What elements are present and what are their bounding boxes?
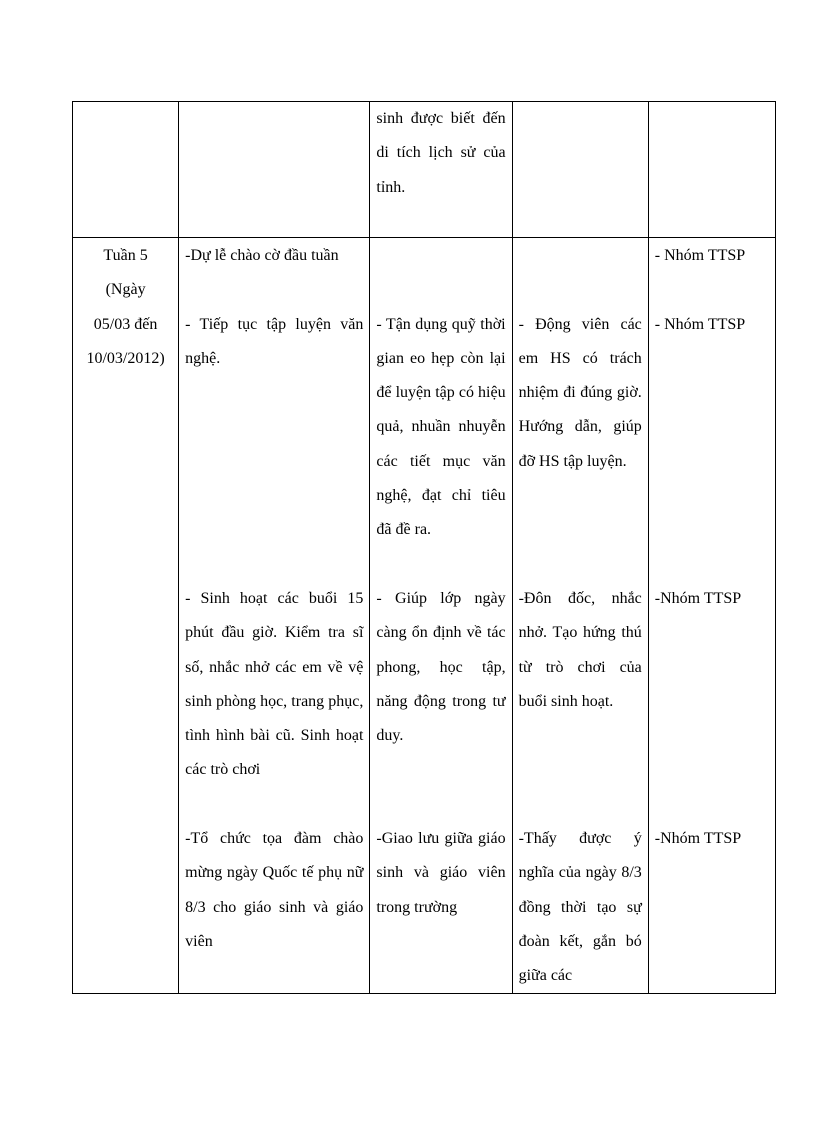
measure-item: -Thấy được ý nghĩa của ngày 8/3 đồng thời tạo sự đoàn kết, gắn bó giữa các: [518, 829, 642, 985]
table-row: [73, 238, 776, 994]
week-label: Tuần 5: [103, 247, 148, 264]
goal-item: -Giao lưu giữa giáo sinh và giáo viên trong trường: [376, 829, 506, 916]
activity-cell-empty: [179, 102, 370, 238]
activity-item: - Tiếp tục tập luyện văn nghệ.: [185, 315, 364, 367]
week-cell-empty: [73, 102, 179, 238]
activity-cell: [179, 238, 370, 994]
measure-cell-empty: [512, 102, 648, 238]
measure-cell: [512, 238, 648, 994]
activity-item: - Sinh hoạt các buổi 15 phút đầu giờ. Kiểm tra sĩ số, nhắc nhở các em về vệ sinh phòng học, trang phục, tình hình bài cũ. Sinh hoạt các trò chơi: [185, 589, 364, 779]
goal-cell: [370, 238, 512, 994]
responsible-cell: [648, 238, 775, 994]
responsible-item: - Nhóm TTSP: [654, 315, 746, 333]
plan-table: [72, 101, 776, 994]
goal-text: sinh được biết đến di tích lịch sử của tỉnh.: [376, 110, 506, 196]
week-date-open: (Ngày: [105, 281, 146, 299]
table-row: [73, 102, 776, 238]
activity-item: -Tổ chức tọa đàm chào mừng ngày Quốc tế phụ nữ 8/3 cho giáo sinh và giáo viên: [185, 829, 364, 950]
week-date-start: 05/03 đến: [93, 315, 158, 333]
goal-cell: [370, 102, 512, 238]
week-date-end: 10/03/2012): [86, 349, 165, 367]
goal-item: - Giúp lớp ngày càng ổn định về tác phong, học tập, năng động trong tư duy.: [376, 589, 506, 745]
week-cell: [73, 238, 179, 994]
responsible-item: -Nhóm TTSP: [654, 589, 742, 607]
responsible-item: -Nhóm TTSP: [654, 829, 742, 847]
responsible-item: - Nhóm TTSP: [654, 247, 746, 264]
measure-item: - Động viên các em HS có trách nhiệm đi đúng giờ. Hướng dẫn, giúp đỡ HS tập luyện.: [518, 315, 642, 470]
activity-item: -Dự lễ chào cờ đầu tuần: [185, 247, 339, 264]
measure-item: -Đôn đốc, nhắc nhở. Tạo hứng thú từ trò chơi của buổi sinh hoạt.: [518, 589, 642, 710]
responsible-cell-empty: [648, 102, 775, 238]
goal-item: - Tận dụng quỹ thời gian eo hẹp còn lại để luyện tập có hiệu quả, nhuần nhuyễn các tiết mục văn nghệ, đạt chỉ tiêu đã đề ra.: [376, 315, 506, 539]
